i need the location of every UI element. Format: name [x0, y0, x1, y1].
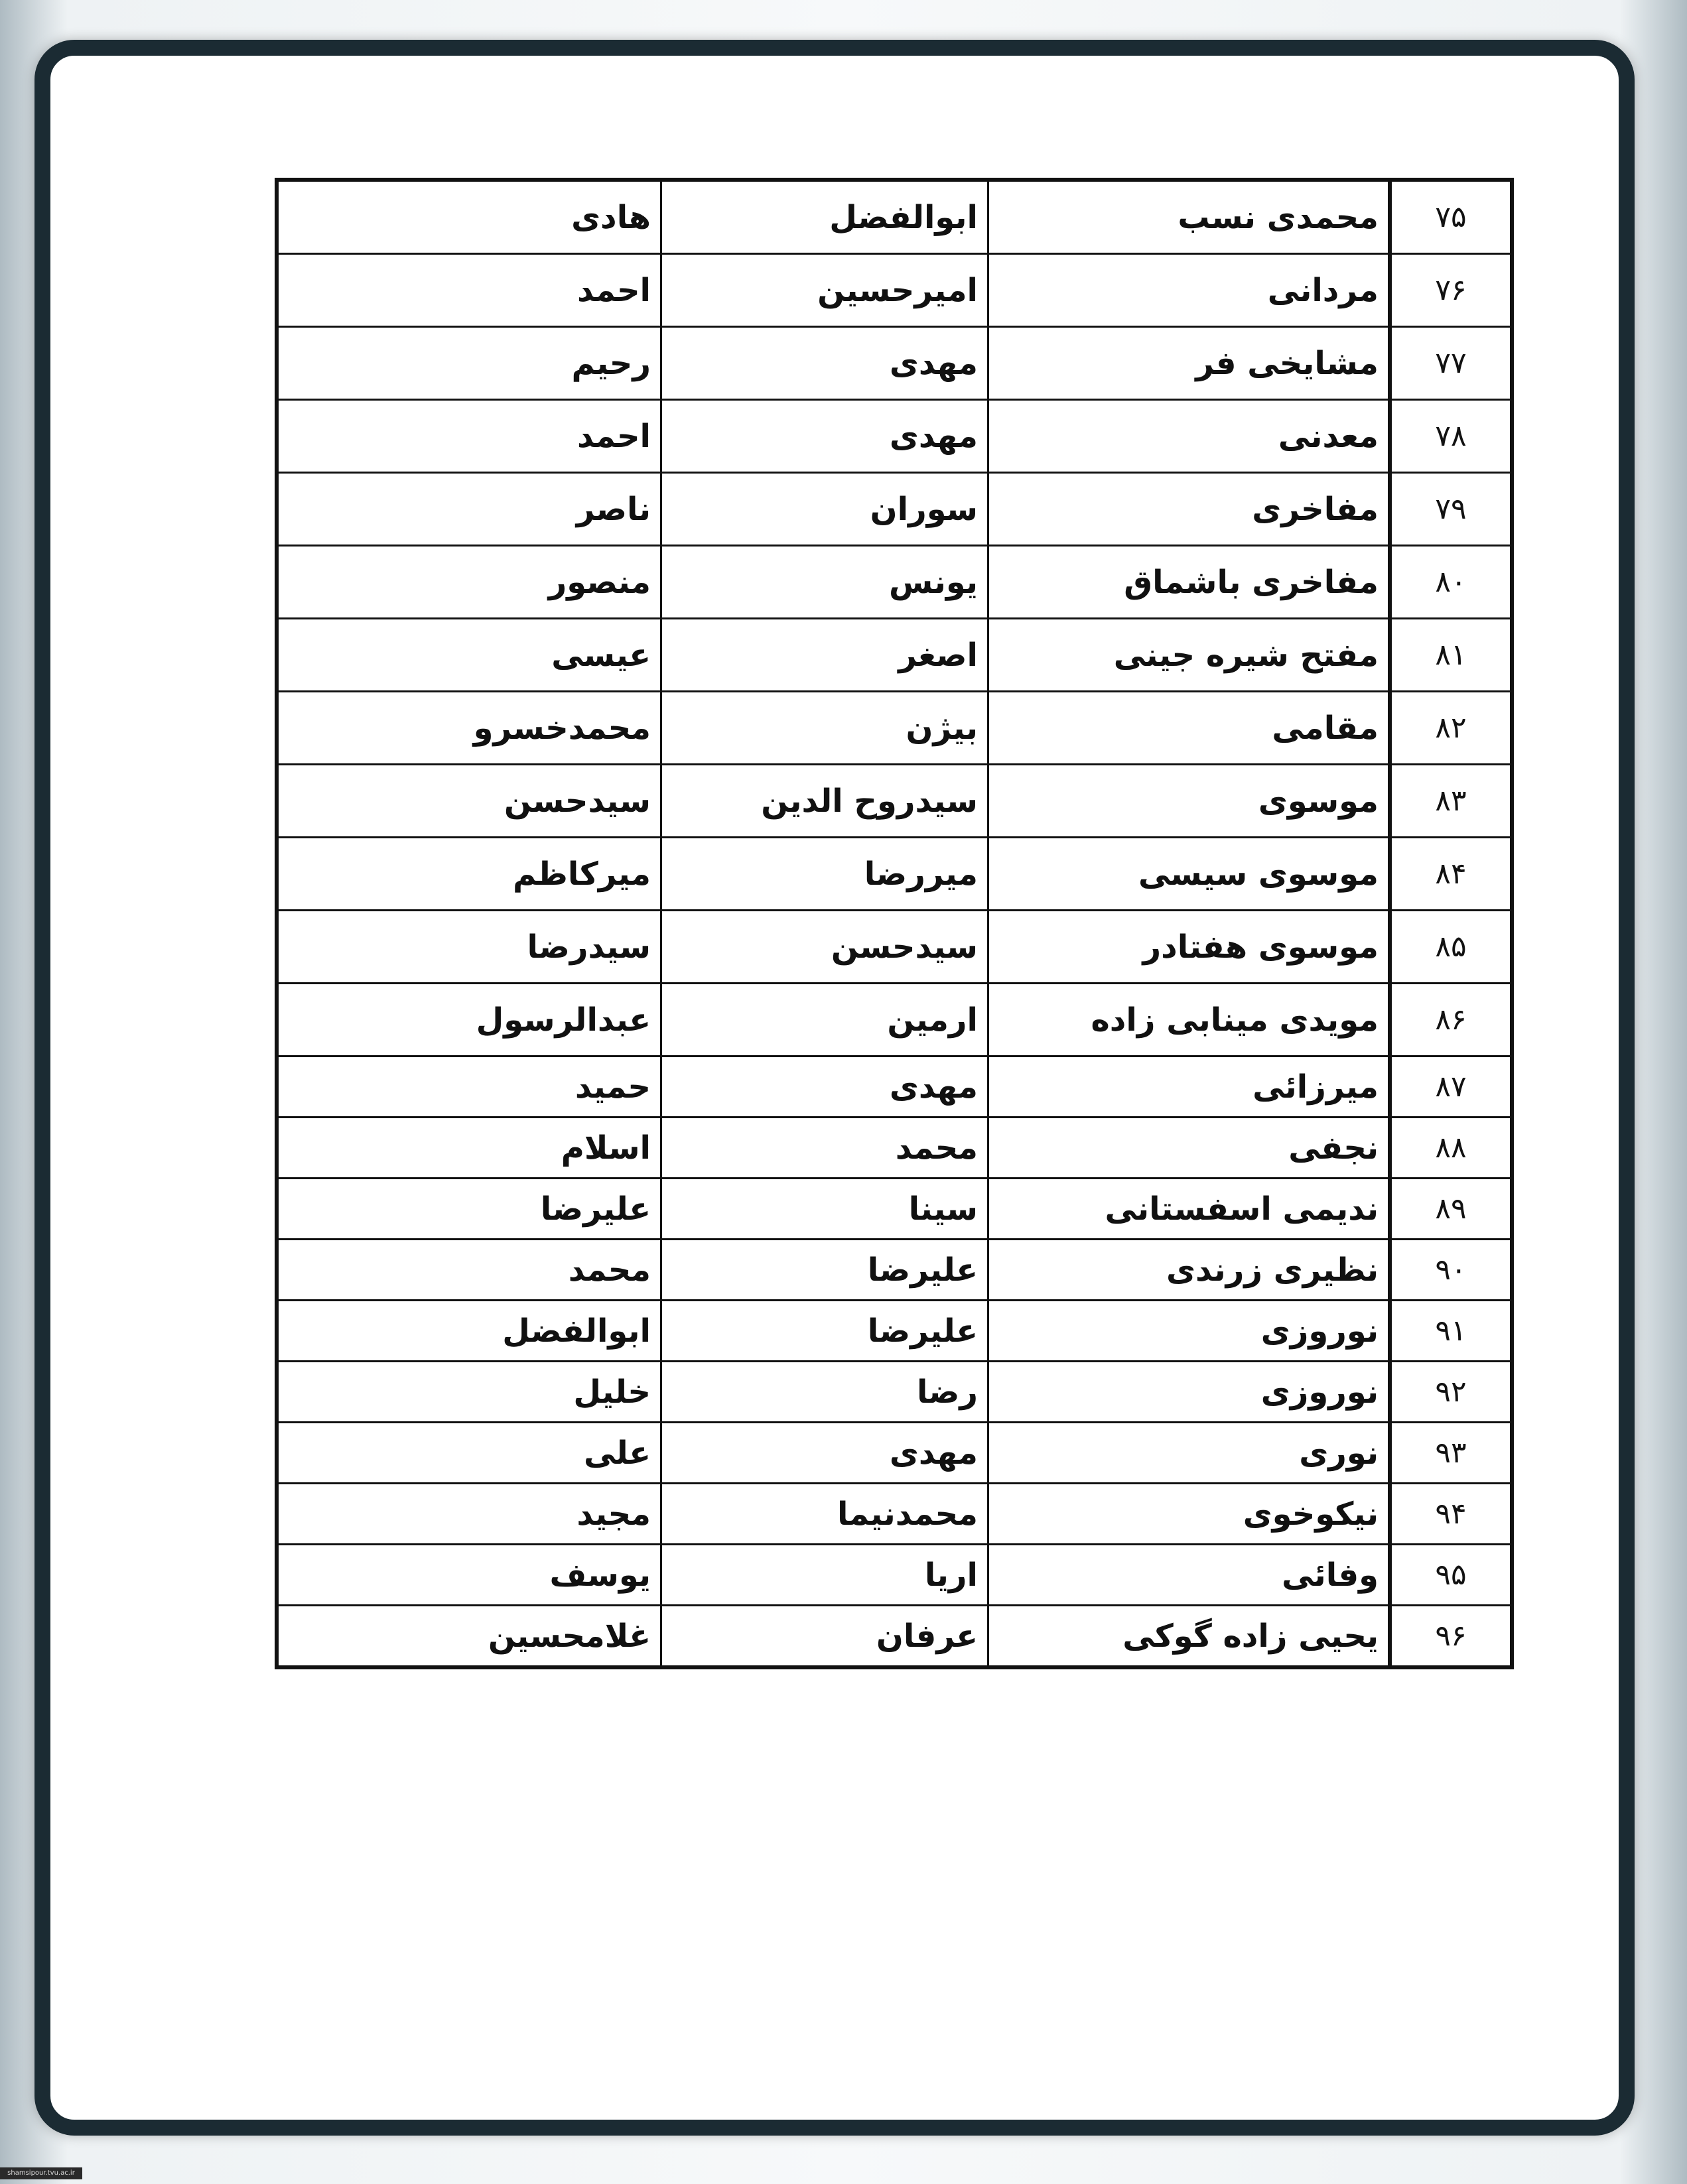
first-name-cell: یونس	[661, 546, 988, 619]
table-row	[277, 473, 1512, 546]
last-name-cell: مشایخی فر	[988, 327, 1390, 400]
table-row	[277, 1545, 1512, 1606]
father-name-cell: هادی	[277, 180, 661, 254]
first-name-cell: محمد	[661, 1118, 988, 1179]
first-name-cell: عرفان	[661, 1606, 988, 1668]
row-number-cell: ۸۹	[1390, 1179, 1512, 1240]
table-row	[277, 400, 1512, 473]
row-number-cell: ۹۶	[1390, 1606, 1512, 1668]
last-name-cell: محمدی نسب	[988, 180, 1390, 254]
table-row	[277, 984, 1512, 1057]
last-name-cell: نیکوخوی	[988, 1484, 1390, 1545]
document-frame	[34, 40, 1635, 2136]
first-name-cell: سینا	[661, 1179, 988, 1240]
table-row	[277, 911, 1512, 984]
last-name-cell: مقامی	[988, 692, 1390, 765]
table-row	[277, 1118, 1512, 1179]
table-row	[277, 254, 1512, 327]
row-number-cell: ۹۱	[1390, 1301, 1512, 1362]
father-name-cell: خلیل	[277, 1362, 661, 1423]
names-table-wrapper	[275, 178, 1514, 1669]
site-watermark: shamsipour.tvu.ac.ir	[0, 2167, 82, 2179]
father-name-cell: ابوالفضل	[277, 1301, 661, 1362]
last-name-cell: مفاخری باشماق	[988, 546, 1390, 619]
row-number-cell: ۸۳	[1390, 765, 1512, 838]
last-name-cell: موسوی هفتادر	[988, 911, 1390, 984]
father-name-cell: میرکاظم	[277, 838, 661, 911]
row-number-cell: ۷۹	[1390, 473, 1512, 546]
row-number-cell: ۹۲	[1390, 1362, 1512, 1423]
father-name-cell: ناصر	[277, 473, 661, 546]
table-row	[277, 1362, 1512, 1423]
table-row	[277, 1423, 1512, 1484]
row-number-cell: ۷۸	[1390, 400, 1512, 473]
last-name-cell: موسوی	[988, 765, 1390, 838]
last-name-cell: نوروزی	[988, 1301, 1390, 1362]
first-name-cell: مهدی	[661, 1057, 988, 1118]
table-row	[277, 692, 1512, 765]
table-row	[277, 546, 1512, 619]
father-name-cell: محمد	[277, 1240, 661, 1301]
row-number-cell: ۸۵	[1390, 911, 1512, 984]
first-name-cell: سوران	[661, 473, 988, 546]
first-name-cell: اریا	[661, 1545, 988, 1606]
first-name-cell: مهدی	[661, 400, 988, 473]
first-name-cell: امیرحسین	[661, 254, 988, 327]
first-name-cell: مهدی	[661, 1423, 988, 1484]
last-name-cell: یحیی زاده گوکی	[988, 1606, 1390, 1668]
father-name-cell: یوسف	[277, 1545, 661, 1606]
table-row	[277, 327, 1512, 400]
father-name-cell: عیسی	[277, 619, 661, 692]
last-name-cell: نوروزی	[988, 1362, 1390, 1423]
last-name-cell: نوری	[988, 1423, 1390, 1484]
table-row	[277, 1301, 1512, 1362]
row-number-cell: ۹۵	[1390, 1545, 1512, 1606]
father-name-cell: عبدالرسول	[277, 984, 661, 1057]
first-name-cell: ابوالفضل	[661, 180, 988, 254]
row-number-cell: ۸۷	[1390, 1057, 1512, 1118]
father-name-cell: منصور	[277, 546, 661, 619]
father-name-cell: علی	[277, 1423, 661, 1484]
father-name-cell: احمد	[277, 254, 661, 327]
first-name-cell: علیرضا	[661, 1240, 988, 1301]
last-name-cell: مویدی مینابی زاده	[988, 984, 1390, 1057]
table-row	[277, 1179, 1512, 1240]
last-name-cell: مفاخری	[988, 473, 1390, 546]
last-name-cell: مردانی	[988, 254, 1390, 327]
last-name-cell: موسوی سیسی	[988, 838, 1390, 911]
table-row	[277, 1606, 1512, 1668]
table-row	[277, 838, 1512, 911]
first-name-cell: میررضا	[661, 838, 988, 911]
father-name-cell: سیدرضا	[277, 911, 661, 984]
last-name-cell: معدنی	[988, 400, 1390, 473]
last-name-cell: مفتح شیره جینی	[988, 619, 1390, 692]
row-number-cell: ۷۷	[1390, 327, 1512, 400]
first-name-cell: اصغر	[661, 619, 988, 692]
first-name-cell: سیدروح الدین	[661, 765, 988, 838]
first-name-cell: بیژن	[661, 692, 988, 765]
row-number-cell: ۸۰	[1390, 546, 1512, 619]
table-row	[277, 619, 1512, 692]
row-number-cell: ۹۳	[1390, 1423, 1512, 1484]
last-name-cell: نجفی	[988, 1118, 1390, 1179]
table-row	[277, 1240, 1512, 1301]
father-name-cell: علیرضا	[277, 1179, 661, 1240]
last-name-cell: نظیری زرندی	[988, 1240, 1390, 1301]
father-name-cell: محمدخسرو	[277, 692, 661, 765]
table-row	[277, 1484, 1512, 1545]
first-name-cell: مهدی	[661, 327, 988, 400]
first-name-cell: محمدنیما	[661, 1484, 988, 1545]
row-number-cell: ۷۶	[1390, 254, 1512, 327]
table-row	[277, 1057, 1512, 1118]
row-number-cell: ۸۶	[1390, 984, 1512, 1057]
first-name-cell: علیرضا	[661, 1301, 988, 1362]
names-table	[275, 178, 1514, 1669]
father-name-cell: احمد	[277, 400, 661, 473]
row-number-cell: ۸۴	[1390, 838, 1512, 911]
father-name-cell: مجید	[277, 1484, 661, 1545]
names-table-body	[277, 180, 1512, 1667]
father-name-cell: اسلام	[277, 1118, 661, 1179]
father-name-cell: حمید	[277, 1057, 661, 1118]
last-name-cell: ندیمی اسفستانی	[988, 1179, 1390, 1240]
father-name-cell: سیدحسن	[277, 765, 661, 838]
last-name-cell: میرزائی	[988, 1057, 1390, 1118]
row-number-cell: ۸۸	[1390, 1118, 1512, 1179]
first-name-cell: رضا	[661, 1362, 988, 1423]
row-number-cell: ۹۰	[1390, 1240, 1512, 1301]
row-number-cell: ۸۱	[1390, 619, 1512, 692]
father-name-cell: رحیم	[277, 327, 661, 400]
row-number-cell: ۸۲	[1390, 692, 1512, 765]
row-number-cell: ۹۴	[1390, 1484, 1512, 1545]
table-row	[277, 180, 1512, 254]
row-number-cell: ۷۵	[1390, 180, 1512, 254]
last-name-cell: وفائی	[988, 1545, 1390, 1606]
first-name-cell: سیدحسن	[661, 911, 988, 984]
father-name-cell: غلامحسین	[277, 1606, 661, 1668]
table-row	[277, 765, 1512, 838]
first-name-cell: ارمین	[661, 984, 988, 1057]
